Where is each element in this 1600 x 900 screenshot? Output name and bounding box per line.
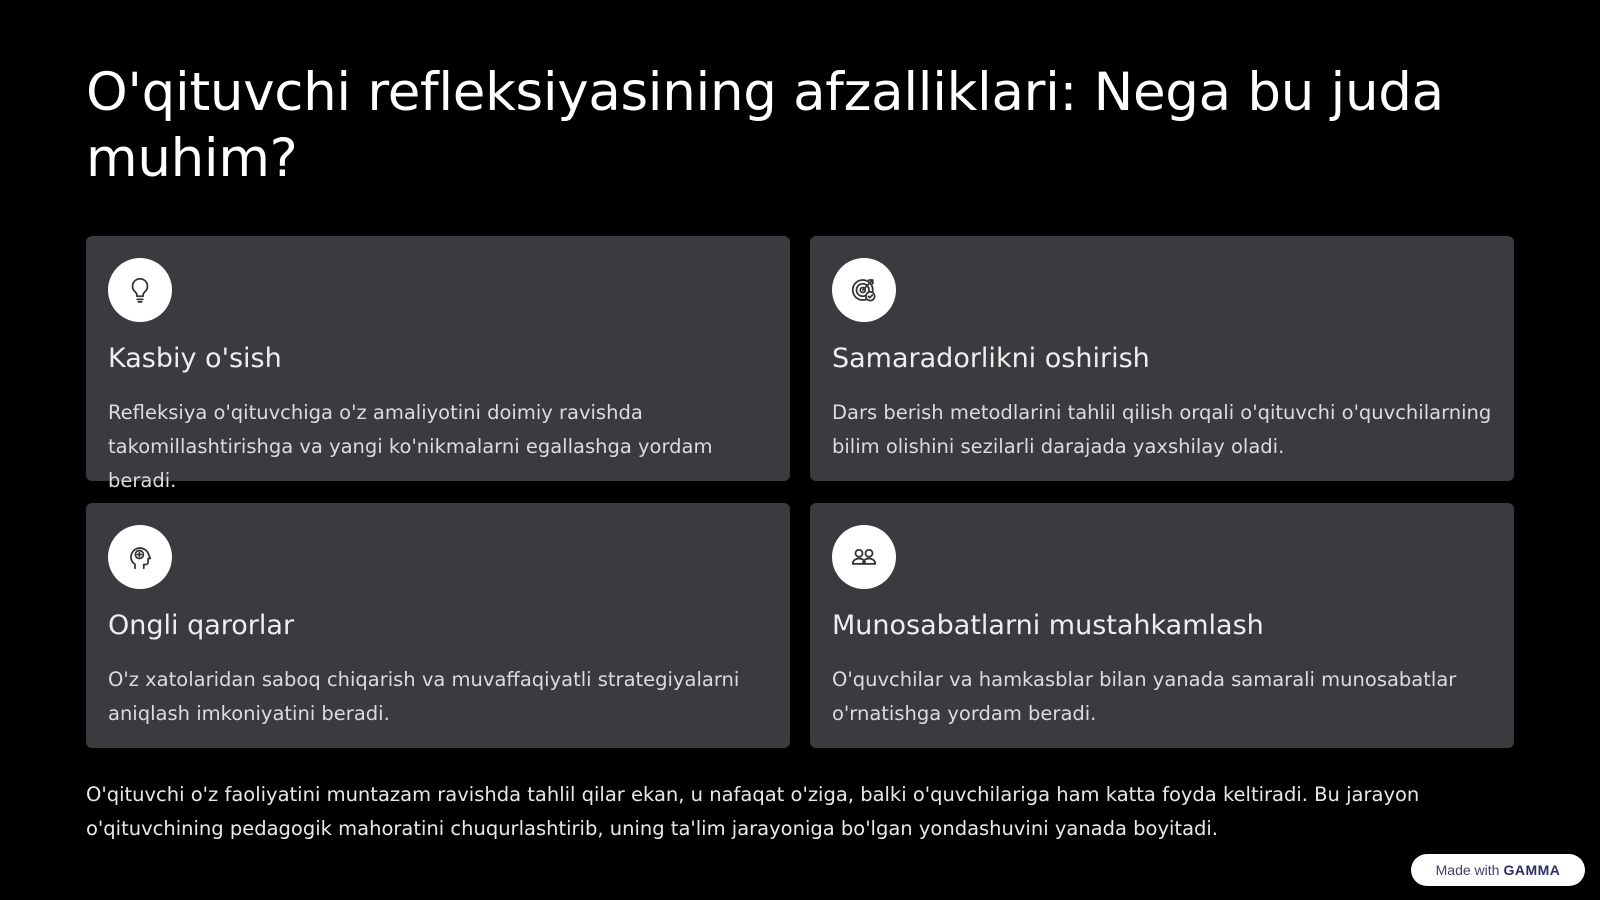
card-munosabatlar (810, 503, 1514, 748)
card-title: Kasbiy o'sish (108, 343, 282, 374)
card-ongli-qarorlar (86, 503, 790, 748)
head-plus-icon (108, 525, 172, 589)
summary-paragraph: O'qituvchi o'z faoliyatini muntazam ravishda tahlil qilar ekan, u nafaqat o'ziga, balki o'quvchilariga ham katta foyda keltiradi. Bu jarayon o'qituvchining pedagogik mahoratini chuqurlashtirib, uning ta'lim jarayoniga bo'lgan yondashuvini yanada boyitadi. (86, 783, 1420, 840)
card-samaradorlik (810, 236, 1514, 481)
slide-title: O'qituvchi refleksiyasining afzalliklari: Nega bu juda muhim? (86, 62, 1444, 189)
target-check-icon (832, 258, 896, 322)
badge-prefix: Made with (1435, 862, 1500, 878)
card-text: Dars berish metodlarini tahlil qilish orqali o'qituvchi o'quvchilarning bilim olishini sezilarli darajada yaxshilay oladi. (832, 401, 1492, 458)
people-icon (832, 525, 896, 589)
card-text: O'z xatolaridan saboq chiqarish va muvaffaqiyatli strategiyalarni aniqlash imkoniyatini beradi. (108, 668, 740, 725)
card-title: Samaradorlikni oshirish (832, 343, 1150, 374)
card-title: Ongli qarorlar (108, 610, 295, 641)
card-kasbiy-osish (86, 236, 790, 492)
gamma-logo: GAMMA (1503, 862, 1561, 878)
card-text: O'quvchilar va hamkasblar bilan yanada samarali munosabatlar o'rnatishga yordam beradi. (832, 668, 1457, 725)
card-title: Munosabatlarni mustahkamlash (832, 610, 1264, 641)
lightbulb-icon (108, 258, 172, 322)
card-text: Refleksiya o'qituvchiga o'z amaliyotini doimiy ravishda takomillashtirishga va yangi ko'nikmalarni egallashga yordam beradi. (108, 401, 713, 492)
made-with-gamma-badge[interactable] (1411, 854, 1585, 886)
